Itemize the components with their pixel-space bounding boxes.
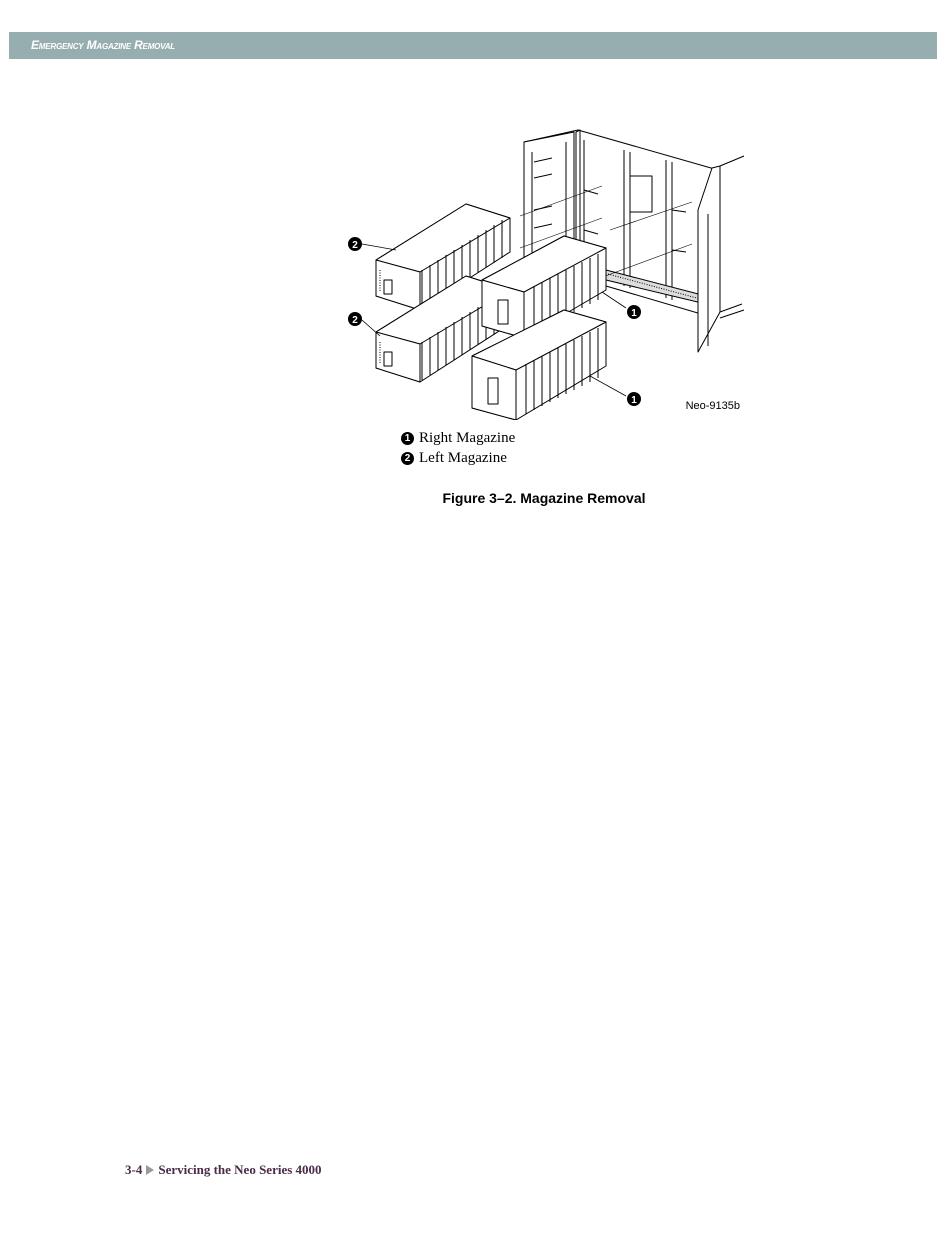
callout-one-lower: [627, 392, 641, 406]
figure-caption: Figure 3–2. Magazine Removal: [442, 490, 646, 506]
callout-two-lower: [348, 312, 362, 326]
callout-one-upper: [627, 305, 641, 319]
callout-two-upper: [348, 237, 362, 251]
page-number: 3-4: [125, 1162, 143, 1177]
arrow-right-icon: [146, 1165, 154, 1175]
legend-item: [401, 428, 515, 448]
page-footer: [125, 1162, 322, 1178]
figure-legend: [401, 428, 515, 468]
running-header: [9, 32, 937, 59]
legend-label: Right Magazine: [419, 430, 516, 446]
svg-text:1: 1: [631, 395, 637, 406]
magazine-removal-illustration: [340, 120, 760, 420]
svg-text:1: 1: [631, 308, 637, 319]
footer-title: Servicing the Neo Series 4000: [158, 1162, 322, 1177]
svg-text:2: 2: [352, 315, 358, 326]
callout-badge: 1: [401, 432, 414, 445]
legend-item: [401, 448, 515, 468]
legend-label: Left Magazine: [419, 450, 507, 466]
header-title: Emergency Magazine Removal: [31, 38, 175, 52]
art-id-label: Neo-9135b: [685, 400, 740, 412]
callout-badge: 2: [401, 452, 414, 465]
svg-text:2: 2: [352, 240, 358, 251]
